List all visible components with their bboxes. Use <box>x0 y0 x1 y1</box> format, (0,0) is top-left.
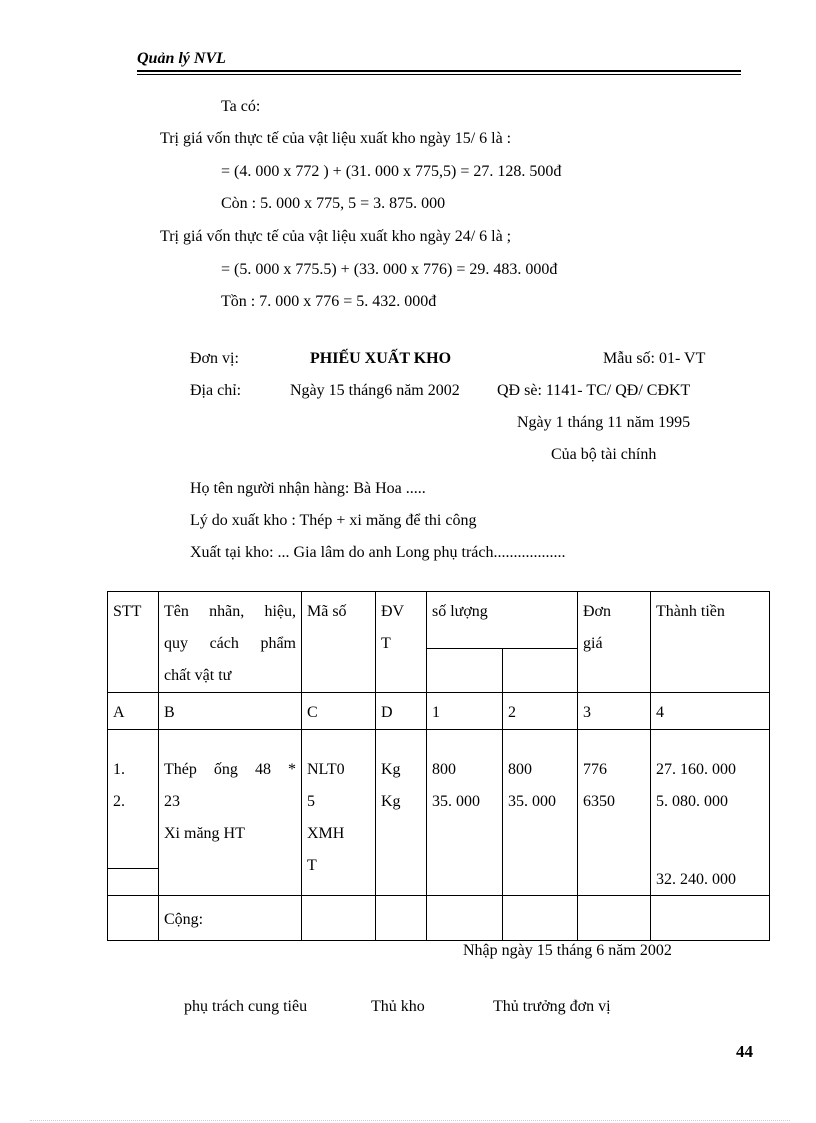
col-header-name <box>159 592 302 693</box>
item-name-1: Thép ống 48 * <box>164 761 296 778</box>
item-code-3: XMH <box>307 825 345 842</box>
stt-2: 2. <box>113 793 125 810</box>
warehouse-line: Xuất tại kho: ... Gia lâm do anh Long phụ trách.................. <box>190 544 566 561</box>
index-cell: C <box>302 693 376 730</box>
item-qty1-1: 800 <box>432 761 456 778</box>
stt-cell <box>108 730 159 896</box>
total-empty <box>302 896 376 941</box>
col-header-name-l1: Tên nhãn, hiệu, <box>164 603 296 620</box>
calc-line-1: Trị giá vốn thực tế của vật liệu xuất kho ngày 15/ 6 là : <box>160 130 512 147</box>
item-price-1: 776 <box>583 761 607 778</box>
col-header-code: Mã số <box>302 592 376 693</box>
index-cell: B <box>159 693 302 730</box>
total-empty <box>651 896 770 941</box>
item-qty2-2: 35. 000 <box>508 793 556 810</box>
receiver-line: Họ tên người nhận hàng: Bà Hoa ..... <box>190 480 426 497</box>
col-header-unit-l2: T <box>381 635 391 652</box>
name-cell <box>159 730 302 896</box>
qty2-cell <box>503 730 578 896</box>
voucher-table <box>107 591 770 941</box>
table-row <box>108 730 770 896</box>
item-code-2: 5 <box>307 793 315 810</box>
total-stt-cell <box>108 896 159 941</box>
sign-supply: phụ trách cung tiêu <box>184 998 308 1015</box>
total-empty <box>503 896 578 941</box>
item-amount-2: 5. 080. 000 <box>656 793 728 810</box>
col-header-price-l2: giá <box>583 635 603 652</box>
col-header-qty-1 <box>427 649 503 693</box>
code-cell <box>302 730 376 896</box>
item-qty2-1: 800 <box>508 761 532 778</box>
calc-line-2: = (4. 000 x 772 ) + (31. 000 x 775,5) = 27. 128. 500đ <box>221 163 562 180</box>
voucher-date: Ngày 15 tháng6 năm 2002 <box>290 382 460 399</box>
col-header-price-l1: Đơn <box>583 603 612 620</box>
calc-line-4: Trị giá vốn thực tế của vật liệu xuất kho ngày 24/ 6 là ; <box>160 228 512 245</box>
entry-date: Nhập ngày 15 tháng 6 năm 2002 <box>463 942 672 959</box>
item-name-3: Xi măng HT <box>164 825 245 842</box>
page-number: 44 <box>736 1042 753 1061</box>
decision-number: QĐ sè: 1141- TC/ QĐ/ CĐKT <box>497 382 691 399</box>
bottom-rule <box>30 1120 790 1121</box>
price-cell <box>578 730 651 896</box>
qty1-cell <box>427 730 503 896</box>
calc-line-6: Tồn : 7. 000 x 776 = 5. 432. 000đ <box>221 293 437 310</box>
calc-line-5: = (5. 000 x 775.5) + (33. 000 x 776) = 29. 483. 000đ <box>221 261 558 278</box>
total-empty <box>427 896 503 941</box>
col-header-name-l3: chất vật tư <box>164 667 232 684</box>
total-amount: 32. 240. 000 <box>656 871 736 888</box>
reason-line: Lý do xuất kho : Thép + xi măng để thi công <box>190 512 477 529</box>
table-total-row <box>108 896 770 941</box>
index-cell: 4 <box>651 693 770 730</box>
index-cell: 3 <box>578 693 651 730</box>
total-empty <box>376 896 427 941</box>
decision-date: Ngày 1 tháng 11 năm 1995 <box>517 414 691 431</box>
unit-label: Đơn vị: <box>190 350 239 367</box>
table-header-row <box>108 592 770 649</box>
col-header-unit <box>376 592 427 693</box>
item-code-1: NLT0 <box>307 761 345 778</box>
item-qty1-2: 35. 000 <box>432 793 480 810</box>
col-header-amount: Thành tiền <box>651 592 770 693</box>
sign-keeper: Thủ kho <box>371 998 425 1015</box>
table-index-row <box>108 693 770 730</box>
form-number: Mẫu số: 01- VT <box>603 350 706 367</box>
calc-line-3: Còn : 5. 000 x 775, 5 = 3. 875. 000 <box>221 195 446 212</box>
amount-cell <box>651 730 770 896</box>
col-header-stt: STT <box>108 592 159 693</box>
index-cell: A <box>108 693 159 730</box>
col-header-qty: số lượng <box>427 592 578 649</box>
ministry: Của bộ tài chính <box>551 446 657 463</box>
index-cell: D <box>376 693 427 730</box>
sign-head: Thủ trưởng đơn vị <box>493 998 611 1015</box>
item-amount-1: 27. 160. 000 <box>656 761 736 778</box>
item-unit-1: Kg <box>381 761 401 778</box>
item-price-2: 6350 <box>583 793 615 810</box>
col-header-qty-2 <box>503 649 578 693</box>
col-header-price <box>578 592 651 693</box>
stt-divider <box>108 868 158 869</box>
header-rule-thick <box>137 70 741 72</box>
calc-intro: Ta có: <box>221 98 261 115</box>
index-cell: 2 <box>503 693 578 730</box>
stt-1: 1. <box>113 761 125 778</box>
unit-cell <box>376 730 427 896</box>
header-title: Quản lý NVL <box>137 50 226 67</box>
col-header-name-l2: quy cách phẩm <box>164 635 296 652</box>
voucher-title: PHIẾU XUẤT KHO <box>310 350 452 367</box>
item-unit-2: Kg <box>381 793 401 810</box>
header-rule-thin <box>137 74 741 75</box>
item-name-2: 23 <box>164 793 180 810</box>
index-cell: 1 <box>427 693 503 730</box>
col-header-unit-l1: ĐV <box>381 603 405 620</box>
address-label: Địa chỉ: <box>190 382 242 399</box>
item-code-4: T <box>307 857 317 874</box>
total-label: Cộng: <box>159 896 302 941</box>
total-empty <box>578 896 651 941</box>
